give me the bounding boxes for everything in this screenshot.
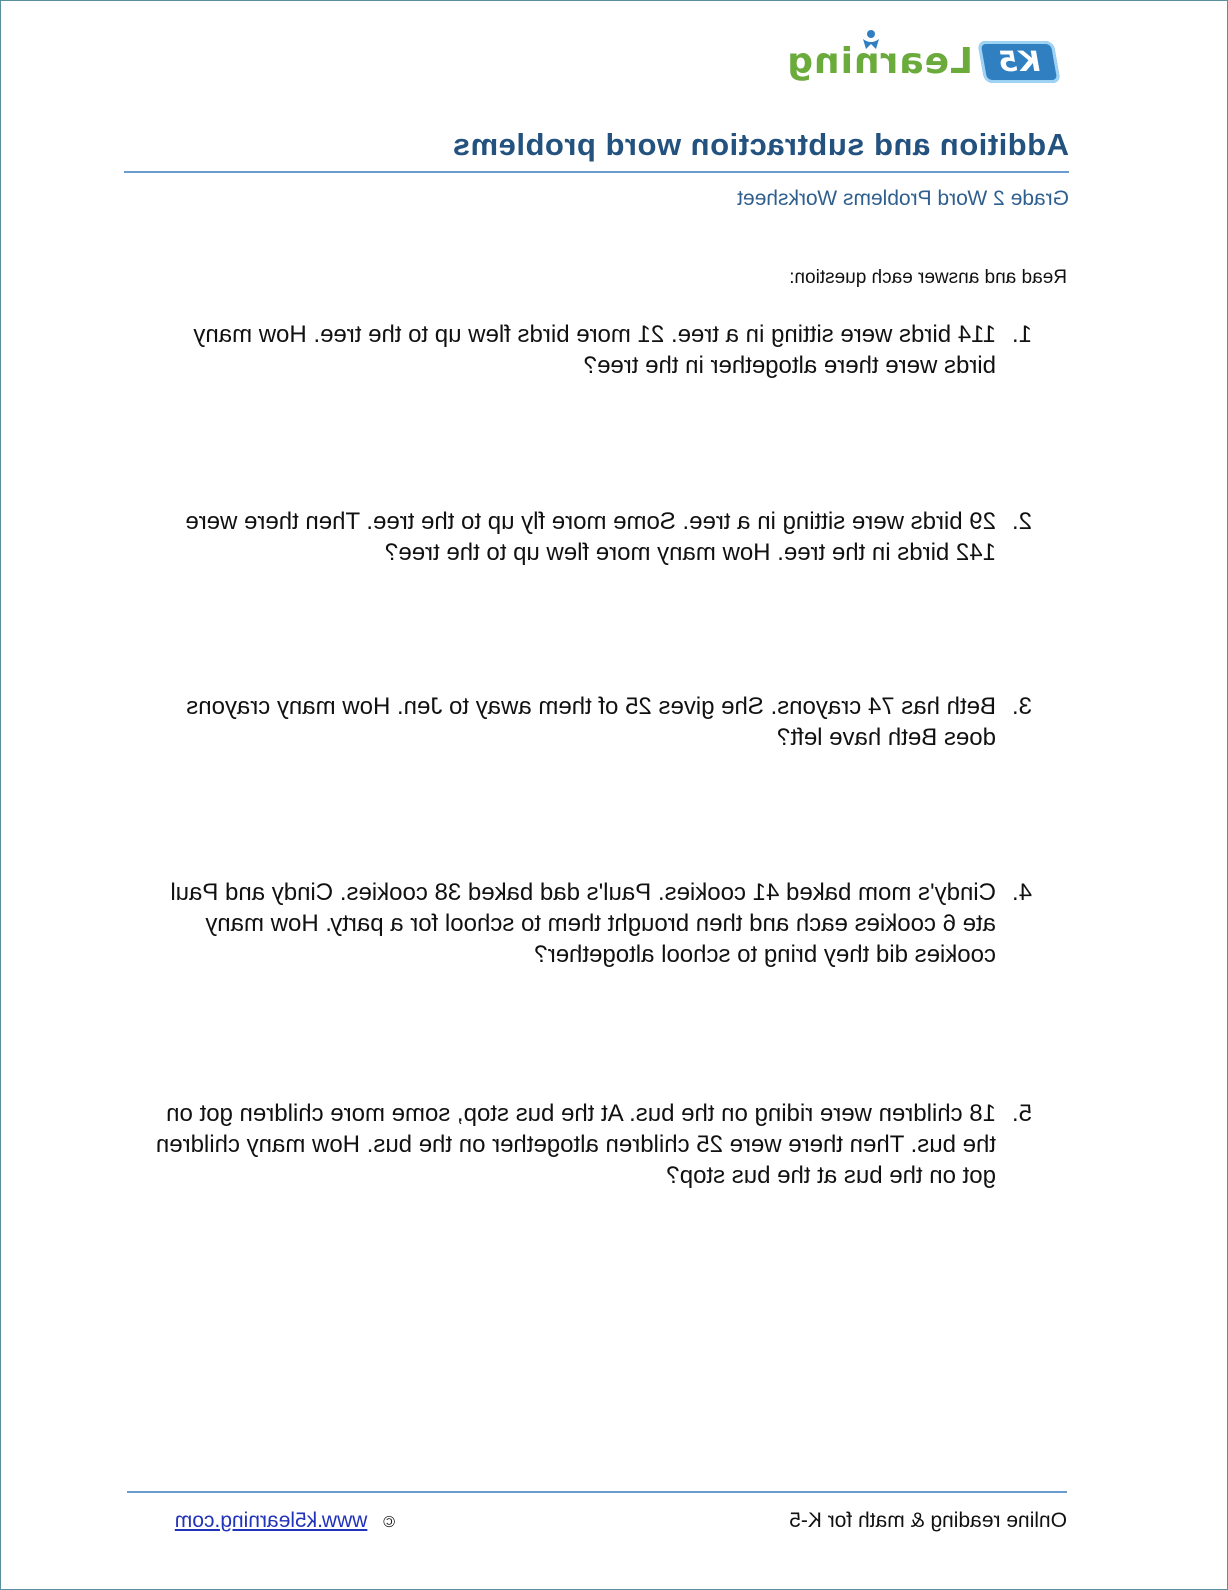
copyright-icon: © xyxy=(383,1514,395,1531)
header-divider xyxy=(124,171,1069,173)
footer-tagline: Online reading & math for K-5 xyxy=(789,1509,1067,1532)
question-number: 5. xyxy=(1011,1100,1032,1127)
footer-link-group xyxy=(175,1509,395,1533)
k5-badge-text: K5 xyxy=(994,45,1044,78)
instructions: Read and answer each question: xyxy=(789,267,1067,288)
k5-badge xyxy=(977,41,1060,83)
page-subtitle: Grade 2 Word Problems Worksheet xyxy=(737,187,1069,210)
footer-divider xyxy=(127,1491,1067,1493)
question-number: 4. xyxy=(1011,879,1032,906)
mirrored-sheet xyxy=(1,1,1227,1589)
website-link[interactable]: www.k5learning.com xyxy=(174,1509,368,1532)
question-text: Cindy's mom baked 41 cookies. Paul's dad baked 38 cookies. Cindy and Paul ate 6 cookies each and then brought them to school for a party. How many cookies did they bring to school altogether? xyxy=(170,879,996,968)
logo-wordmark: Learning xyxy=(786,41,973,82)
question-number: 1. xyxy=(1011,321,1032,348)
k5-learning-logo xyxy=(787,29,1057,93)
question-number: 3. xyxy=(1011,693,1032,720)
question-text: Beth has 74 crayons. She gives 25 of them away to Jen. How many crayons does Beth have left? xyxy=(186,693,996,751)
question-text: 114 birds were sitting in a tree. 21 more birds flew up to the tree. How many birds were there altogether in the tree? xyxy=(193,321,996,379)
question-number: 2. xyxy=(1011,508,1032,535)
question-text: 18 children were riding on the bus. At the bus stop, some more children got on the bus. Then there were 25 children altogether on the bus. How many children got on the bus at the bus stop? xyxy=(155,1100,996,1189)
page-title: Addition and subtraction word problems xyxy=(452,127,1069,162)
person-icon xyxy=(860,29,882,51)
question-text: 29 birds were sitting in a tree. Some more fly up to the tree. Then there were 142 birds in the tree. How many more flew up to the tree? xyxy=(185,508,996,566)
